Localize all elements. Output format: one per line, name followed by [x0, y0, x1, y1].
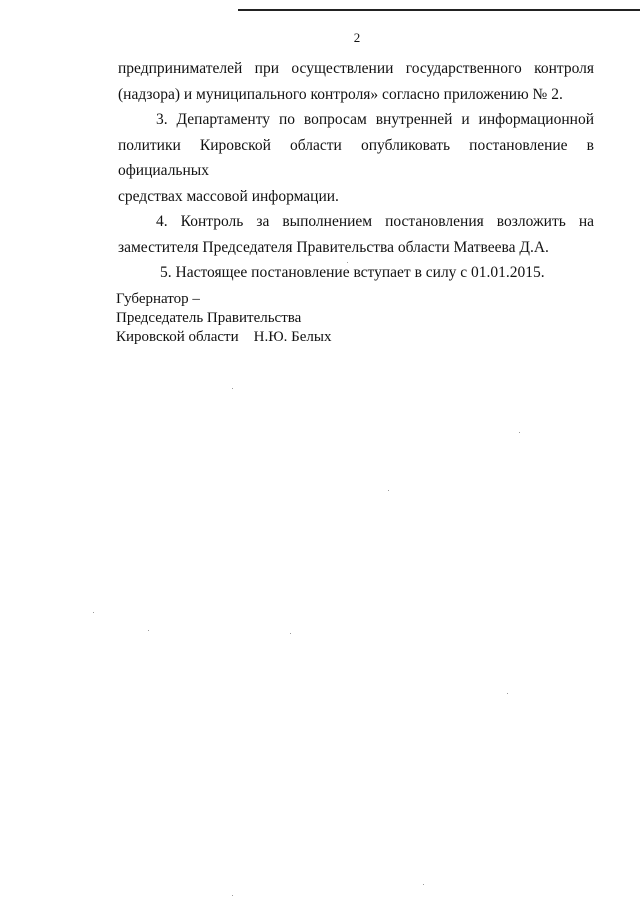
scan-speck: [148, 630, 149, 631]
top-rule: [238, 9, 640, 11]
text-line: политики Кировской области опубликовать постановление в официальных: [118, 136, 594, 179]
text-line: средствах массовой информации.: [118, 187, 339, 205]
text-line: 5. Настоящее постановление вступает в силу с 01.01.2015.: [160, 264, 545, 281]
signature-title-line: Губернатор –: [116, 291, 200, 307]
scan-speck: [519, 432, 520, 433]
paragraph-item-4: [118, 209, 594, 260]
scan-speck: [93, 612, 94, 613]
scan-speck: [232, 895, 233, 896]
scan-speck: [232, 388, 233, 389]
paragraph-item-5: [118, 260, 594, 286]
signature-name-line: Кировской области Н.Ю. Белых: [116, 329, 332, 345]
page-number: 2: [353, 30, 361, 45]
text-line: предпринимателей при осуществлении государственного контроля: [118, 60, 594, 77]
scan-speck: [507, 693, 508, 694]
signature-block: [116, 290, 331, 347]
text-line: заместителя Председателя Правительства области Матвеева Д.А.: [118, 238, 549, 256]
paragraph-continuation: [118, 56, 594, 107]
paragraph-item-3: [118, 107, 594, 209]
text-line: (надзора) и муниципального контроля» согласно приложению № 2.: [118, 85, 563, 103]
scan-speck: [423, 884, 424, 885]
scan-speck: [388, 490, 389, 491]
scan-speck: [290, 633, 291, 634]
text-line: 4. Контроль за выполнением постановления возложить на: [156, 213, 594, 230]
signature-position-line: Председатель Правительства: [116, 310, 302, 326]
scan-speck: [347, 262, 348, 263]
document-body: [118, 56, 594, 286]
text-line: 3. Департаменту по вопросам внутренней и информационной: [156, 111, 594, 128]
